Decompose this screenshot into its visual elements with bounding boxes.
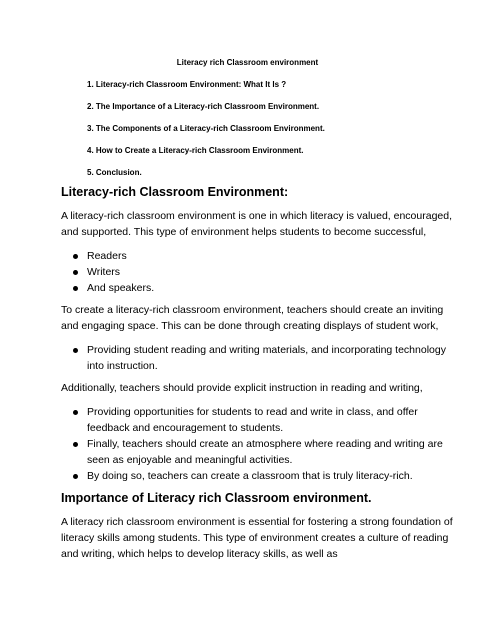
- list-item: [61, 280, 457, 296]
- list-item: [61, 264, 457, 280]
- paragraph: A literacy-rich classroom environment is one in which literacy is valued, encouraged, and supported. This type of environment helps students to become successful,: [61, 210, 453, 238]
- list-item-text: And speakers.: [87, 282, 155, 294]
- bullet-icon: [73, 474, 78, 479]
- list-item-text: Providing student reading and writing materials, and incorporating technology into instruction.: [87, 344, 446, 372]
- bullet-icon: [73, 410, 78, 415]
- paragraph: A literacy rich classroom environment is essential for fostering a strong foundation of literacy skills among students. This type of environment creates a culture of reading and writing, which helps to develop literacy skills, as well as: [61, 516, 453, 560]
- bullet-icon: [73, 270, 78, 275]
- list-item: [61, 404, 457, 436]
- toc-item: 1. Literacy-rich Classroom Environment: What It Is ?: [87, 80, 287, 89]
- list-item: [61, 342, 457, 374]
- list-item-text: Providing opportunities for students to read and write in class, and offer feedback and encouragement to students.: [87, 406, 418, 434]
- list-item-text: Finally, teachers should create an atmosphere where reading and writing are seen as enjoyable and meaningful activities.: [87, 438, 443, 466]
- bullet-list: [61, 248, 457, 296]
- list-item-text: Writers: [87, 266, 121, 278]
- list-item: [61, 436, 457, 468]
- list-item-text: By doing so, teachers can create a classroom that is truly literacy-rich.: [87, 470, 413, 482]
- bullet-icon: [73, 254, 78, 259]
- document-title: Literacy rich Classroom environment: [176, 58, 319, 67]
- toc-item: 5. Conclusion.: [87, 168, 142, 177]
- paragraph: Additionally, teachers should provide explicit instruction in reading and writing,: [61, 382, 423, 394]
- bullet-list: [61, 342, 457, 374]
- bullet-icon: [73, 348, 78, 353]
- bullet-icon: [73, 286, 78, 291]
- bullet-icon: [73, 442, 78, 447]
- toc-item: 2. The Importance of a Literacy-rich Classroom Environment.: [87, 102, 320, 111]
- toc-item: 4. How to Create a Literacy-rich Classroom Environment.: [87, 146, 304, 155]
- paragraph: To create a literacy-rich classroom environment, teachers should create an inviting and engaging space. This can be done through creating displays of student work,: [61, 304, 444, 332]
- section-heading: Importance of Literacy rich Classroom environment.: [61, 491, 372, 505]
- section-heading: Literacy-rich Classroom Environment:: [61, 185, 289, 199]
- list-item: [61, 468, 457, 484]
- toc-item: 3. The Components of a Literacy-rich Classroom Environment.: [87, 124, 325, 133]
- list-item-text: Readers: [87, 250, 127, 262]
- table-of-contents: [61, 80, 325, 190]
- document-body: [61, 184, 457, 570]
- list-item: [61, 248, 457, 264]
- bullet-list: [61, 404, 457, 484]
